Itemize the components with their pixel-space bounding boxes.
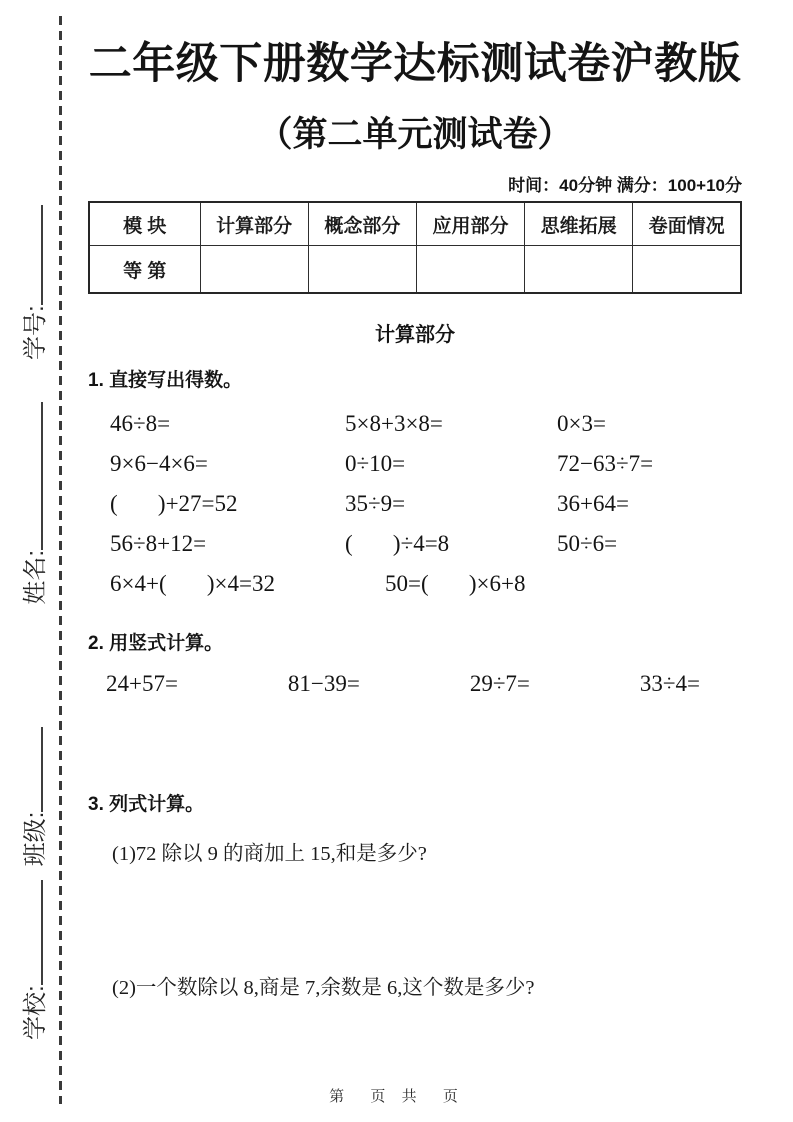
math-problem: 0÷10= <box>345 451 406 476</box>
math-problem: 56÷8+12= <box>110 531 207 556</box>
score-cell-empty <box>200 246 308 294</box>
score-header-module: 模 块 <box>89 202 200 246</box>
math-problem: 6×4+( )×4=32 <box>110 571 275 596</box>
school-field-label: 学校: <box>22 985 49 1040</box>
q1-row <box>110 564 742 604</box>
math-problem: 9×6−4×6= <box>110 451 208 476</box>
q1-row <box>110 484 742 524</box>
math-problem: ( )÷4=8 <box>345 531 450 556</box>
school-field-blank <box>35 880 43 985</box>
score-header-calculation: 计算部分 <box>200 202 308 246</box>
math-problem: 33÷4= <box>639 671 700 696</box>
score-cell-empty <box>633 246 741 294</box>
margin-spacer <box>42 605 43 727</box>
math-problem: 50=( )×6+8 <box>385 571 526 596</box>
margin-spacer <box>42 360 43 402</box>
math-problem: 24+57= <box>106 671 178 696</box>
math-problem: 81−39= <box>287 671 360 696</box>
name-field-blank <box>35 402 43 550</box>
grade-row-label: 等 第 <box>89 246 200 294</box>
score-table <box>88 201 742 294</box>
paper-title: 二年级下册数学达标测试卷沪教版 <box>88 40 742 88</box>
math-problem: 29÷7= <box>469 671 530 696</box>
score-header-concept: 概念部分 <box>308 202 416 246</box>
score-cell-empty <box>308 246 416 294</box>
class-field-blank <box>35 727 43 812</box>
math-problem: 46÷8= <box>110 411 171 436</box>
math-problem: 0×3= <box>557 411 606 436</box>
class-field-label: 班级: <box>22 811 49 867</box>
time-score-info: 时间：40分钟 满分：100+10分 <box>508 176 742 195</box>
math-problem: 72−63÷7= <box>557 451 654 476</box>
score-cell-empty <box>525 246 633 294</box>
q1-row <box>110 444 742 484</box>
question-1-problems <box>110 404 742 604</box>
question-3-title: 3. 列式计算。 <box>88 794 205 815</box>
q1-row <box>110 404 742 444</box>
score-header-application: 应用部分 <box>416 202 524 246</box>
score-table-grade-row <box>89 246 741 294</box>
math-problem: 50÷6= <box>557 531 618 556</box>
dashed-cut-line <box>59 16 62 1104</box>
student-info-margin <box>13 80 59 1040</box>
question-3-item-2: (2)一个数除以 8,商是 7,余数是 6,这个数是多少? <box>112 977 535 999</box>
margin-spacer <box>42 866 43 880</box>
math-problem: 36+64= <box>557 491 629 516</box>
student-number-field-blank <box>35 205 43 305</box>
paper-subtitle: （第二单元测试卷） <box>257 115 573 154</box>
question-3-item-1: (1)72 除以 9 的商加上 15,和是多少? <box>112 843 427 865</box>
score-header-thinking: 思维拓展 <box>525 202 633 246</box>
score-cell-empty <box>416 246 524 294</box>
student-number-field-label: 学号: <box>22 305 49 360</box>
math-problem: ( )+27=52 <box>110 491 238 516</box>
question-1-title: 1. 直接写出得数。 <box>88 370 243 391</box>
question-2-problems <box>106 671 700 697</box>
paper-content <box>88 0 742 1000</box>
name-field-label: 姓名: <box>22 549 49 605</box>
section-title-calculation: 计算部分 <box>375 324 455 346</box>
score-table-header-row <box>89 202 741 246</box>
math-problem: 5×8+3×8= <box>345 411 443 436</box>
page-footer: 第 页 共 页 <box>329 1088 464 1105</box>
q1-row <box>110 524 742 564</box>
question-2-title: 2. 用竖式计算。 <box>88 633 224 654</box>
score-header-neatness: 卷面情况 <box>633 202 741 246</box>
math-problem: 35÷9= <box>345 491 406 516</box>
